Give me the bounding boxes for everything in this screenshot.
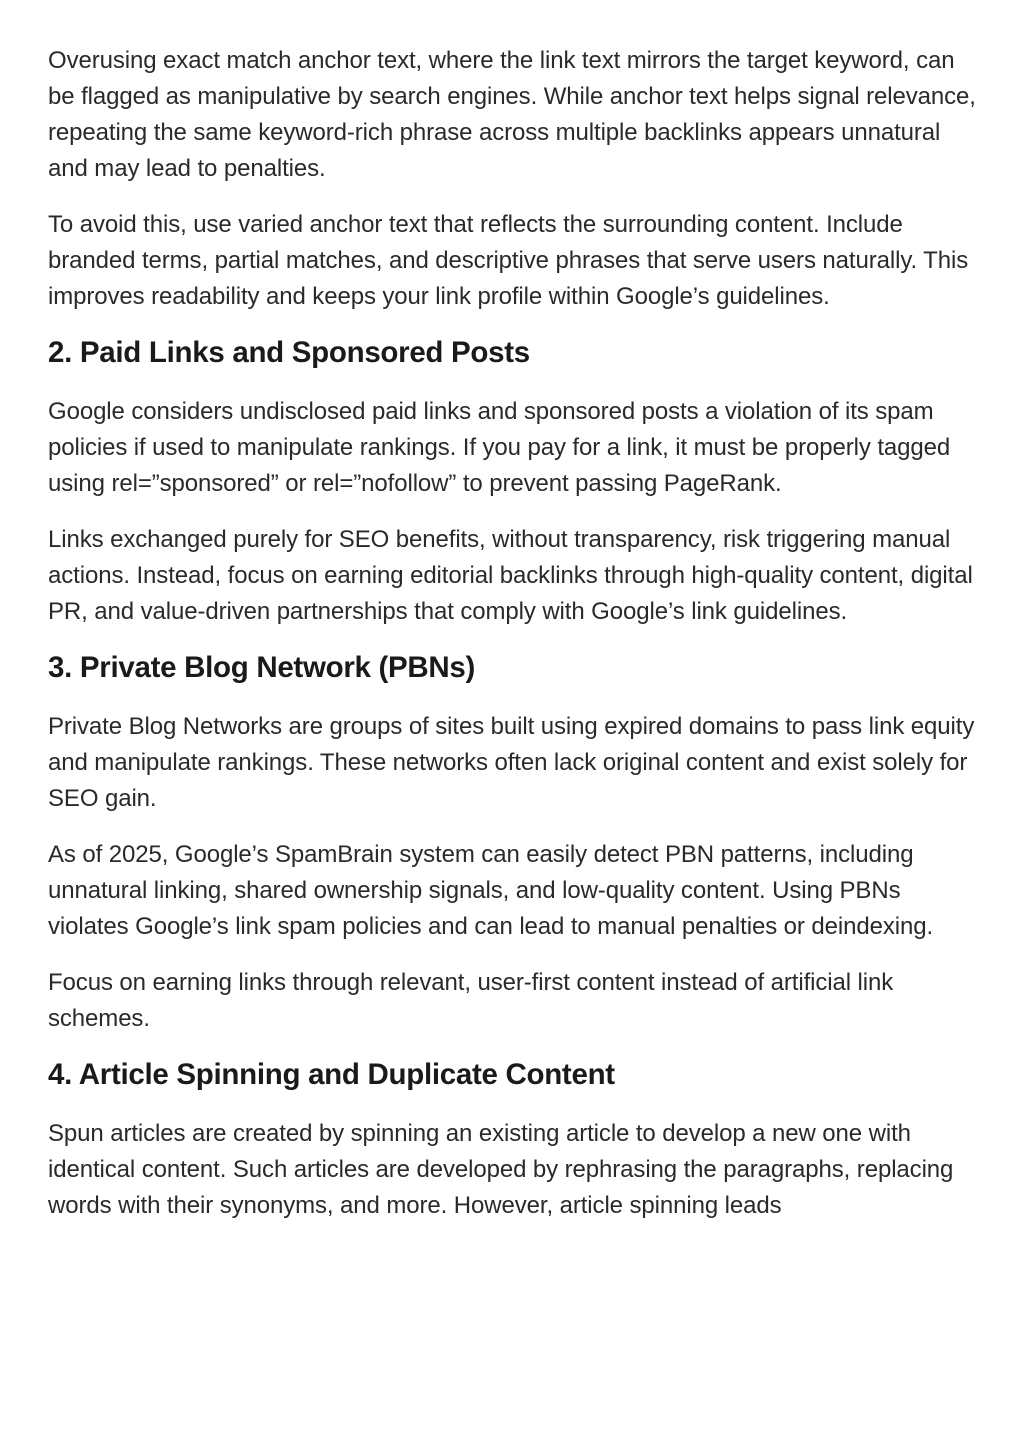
heading-pbns: 3. Private Blog Network (PBNs) (48, 651, 476, 684)
heading-paid-links: 2. Paid Links and Sponsored Posts (48, 336, 530, 369)
paragraph-article-spinning: Spun articles are created by spinning an existing article to develop a new one with identical content. Such articles are developed by rephrasing the paragraphs, replacing words with their synonyms, and more. However, article spinning leads (48, 1120, 954, 1219)
paragraph-pbns-definition: Private Blog Networks are groups of sites built using expired domains to pass link equity and manipulate rankings. These networks often lack original content and exist solely for SEO gain. (48, 713, 975, 812)
heading-article-spinning: 4. Article Spinning and Duplicate Content (48, 1058, 615, 1091)
paragraph-paid-links-policy: Google considers undisclosed paid links and sponsored posts a violation of its spam policies if used to manipulate rankings. If you pay for a link, it must be properly tagged using rel=”sponsored” or rel=”nofollow” to prevent passing PageRank. (48, 398, 951, 497)
paragraph-anchor-text-advice: To avoid this, use varied anchor text that reflects the surrounding content. Include branded terms, partial matches, and descriptive phrases that serve users naturally. This improves readability and keeps your link profile within Google’s guidelines. (48, 211, 969, 310)
paragraph-pbns-spambrain: As of 2025, Google’s SpamBrain system can easily detect PBN patterns, including unnatural linking, shared ownership signals, and low-quality content. Using PBNs violates Google’s link spam policies and can lead to manual penalties or deindexing. (48, 841, 934, 940)
paragraph-anchor-text-overuse: Overusing exact match anchor text, where the link text mirrors the target keyword, can be flagged as manipulative by search engines. While anchor text helps signal relevance, repeating the same keyword-rich phrase across multiple backlinks appears unnatural and may lead to penalties. (48, 47, 976, 182)
paragraph-paid-links-advice: Links exchanged purely for SEO benefits, without transparency, risk triggering manual actions. Instead, focus on earning editorial backlinks through high-quality content, digital PR, and value-driven partnerships that comply with Google’s link guidelines. (48, 526, 973, 625)
paragraph-pbns-advice: Focus on earning links through relevant, user-first content instead of artificial link schemes. (48, 969, 894, 1032)
